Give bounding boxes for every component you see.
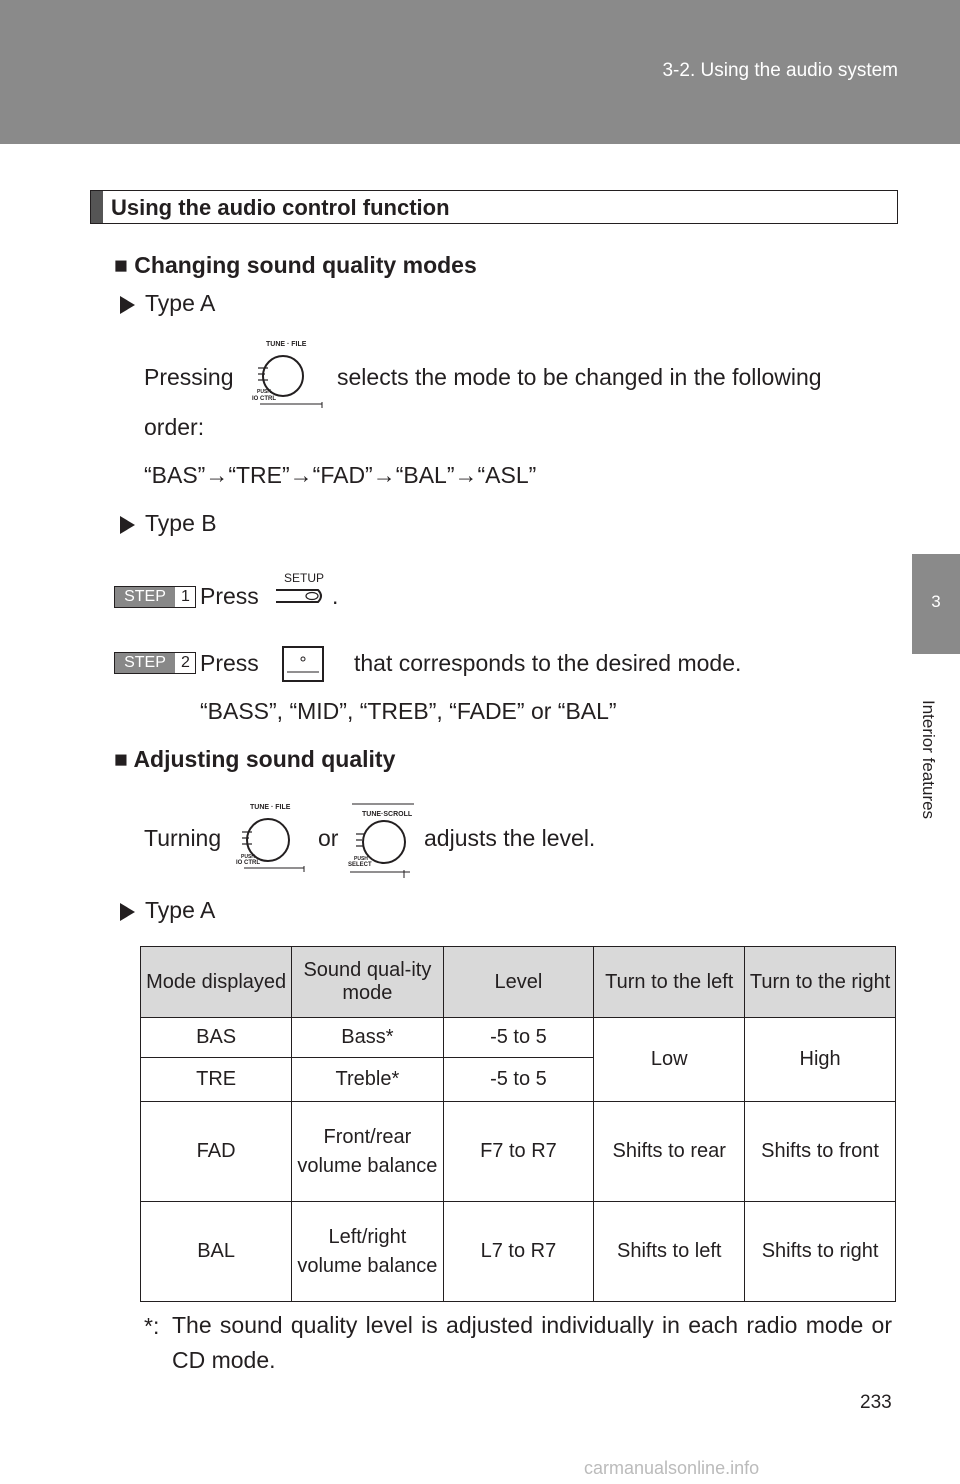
table-cell: High	[745, 1018, 896, 1102]
chapter-number-tab: 3	[912, 554, 960, 654]
table-cell: FAD	[141, 1102, 292, 1202]
subheading-adjusting-quality: ■ Adjusting sound quality	[114, 746, 396, 772]
type-b-label: Type B	[120, 510, 217, 537]
sound-quality-table	[140, 946, 896, 1302]
table-cell: Bass*	[292, 1018, 443, 1058]
square-bullet-icon: ■	[114, 252, 135, 278]
step-2-badge: STEP 2	[114, 652, 196, 674]
preset-button-icon	[280, 644, 326, 684]
col-header: Mode displayed	[141, 947, 292, 1018]
table-cell: BAS	[141, 1018, 292, 1058]
triangle-bullet-icon	[120, 903, 135, 921]
col-header: Turn to the right	[745, 947, 896, 1018]
type-a-label-2: Type A	[120, 897, 215, 924]
selects-text: selects the mode to be changed in the following	[337, 364, 822, 390]
knob-top-label: TUNE·SCROLL	[362, 811, 413, 818]
page-number: 233	[860, 1392, 892, 1413]
square-bullet-icon: ■	[114, 746, 134, 772]
setup-button-label: SETUP	[284, 571, 325, 585]
pressing-text: Pressing	[144, 364, 234, 390]
type-a-label: Type A	[120, 290, 215, 317]
knob-ctrl-label: IO CTRL	[252, 396, 276, 402]
table-row	[141, 1202, 896, 1302]
table-cell: Treble*	[292, 1058, 443, 1102]
table-cell: Shifts to right	[745, 1202, 896, 1302]
footnote-mark: *:	[144, 1313, 160, 1339]
triangle-bullet-icon	[120, 516, 135, 534]
triangle-bullet-icon	[120, 296, 135, 314]
knob-push-label: PUSH	[257, 389, 271, 395]
table-row	[141, 1102, 896, 1202]
footnote-text: The sound quality level is adjusted individually in each radio mode or CD mode.	[172, 1312, 892, 1373]
order-text: order:	[144, 414, 205, 440]
setup-button-icon	[272, 568, 326, 612]
table-cell: -5 to 5	[443, 1018, 594, 1058]
step-1-period: .	[332, 583, 339, 609]
turning-text: Turning	[144, 825, 222, 851]
knob-push-label: PUSH	[241, 854, 255, 860]
knob-ctrl-label: SELECT	[348, 862, 372, 868]
table-cell: TRE	[141, 1058, 292, 1102]
table-header-row	[141, 947, 896, 1018]
section-heading-bar	[91, 191, 103, 223]
tune-file-knob-icon	[250, 338, 328, 408]
col-header: Level	[443, 947, 594, 1018]
step-2-press-text: Press	[200, 650, 259, 676]
table-cell: L7 to R7	[443, 1202, 594, 1302]
page-header	[0, 0, 960, 144]
section-title: Using the audio control function	[111, 195, 450, 220]
step-2-text: that corresponds to the desired mode.	[354, 650, 742, 676]
chapter-title: Interior features	[919, 700, 938, 820]
col-header: Sound qual-ity mode	[292, 947, 443, 1018]
section-heading	[90, 190, 898, 224]
table-row	[141, 1018, 896, 1058]
knob-ctrl-label: IO CTRL	[236, 860, 260, 866]
table-cell: Shifts to left	[594, 1202, 745, 1302]
table-cell: Shifts to rear	[594, 1102, 745, 1202]
knob-top-label: TUNE · FILE	[250, 804, 291, 811]
step-1-badge: STEP 1	[114, 586, 196, 608]
knob-push-label: PUSH	[354, 856, 368, 862]
table-cell: BAL	[141, 1202, 292, 1302]
step-1-press-text: Press	[200, 583, 259, 609]
knob-top-label: TUNE · FILE	[266, 341, 307, 348]
table-cell: F7 to R7	[443, 1102, 594, 1202]
watermark: carmanualsonline.info	[584, 1458, 760, 1478]
header-section-title: 3-2. Using the audio system	[662, 60, 898, 81]
table-cell: Left/right volume balance	[292, 1202, 443, 1302]
table-cell: -5 to 5	[443, 1058, 594, 1102]
adjusts-text: adjusts the level.	[424, 825, 596, 851]
table-cell: Front/rear volume balance	[292, 1102, 443, 1202]
table-cell: Shifts to front	[745, 1102, 896, 1202]
col-header: Turn to the left	[594, 947, 745, 1018]
step-2-modes: “BASS”, “MID”, “TREB”, “FADE” or “BAL”	[200, 698, 617, 724]
tune-file-knob-icon	[234, 800, 312, 872]
tune-scroll-knob-icon	[344, 800, 422, 880]
mode-sequence: “BAS”→“TRE”→“FAD”→“BAL”→“ASL”	[144, 462, 537, 488]
table-cell: Low	[594, 1018, 745, 1102]
subheading-changing-modes: ■ Changing sound quality modes	[114, 252, 477, 278]
or-text: or	[318, 825, 339, 851]
